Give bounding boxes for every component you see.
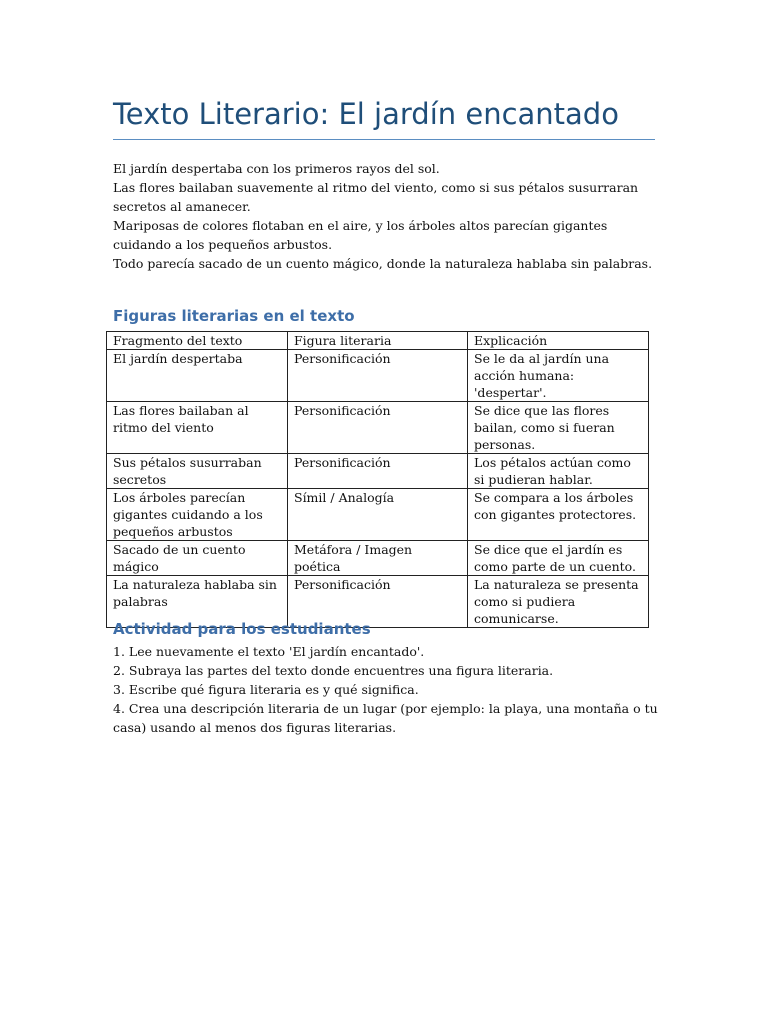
cell-fragmento: Sus pétalos susurraban secretos bbox=[107, 454, 288, 489]
cell-fragmento: Los árboles parecían gigantes cuidando a los pequeños arbustos bbox=[107, 489, 288, 541]
cell-explicacion: Los pétalos actúan como si pudieran hablar. bbox=[468, 454, 649, 489]
list-item: 4. Crea una descripción literaria de un lugar (por ejemplo: la playa, una montaña o tu casa) usando al menos dos figuras literarias. bbox=[113, 701, 658, 735]
column-header-explicacion: Explicación bbox=[468, 332, 649, 350]
actividad-heading: Actividad para los estudiantes bbox=[113, 620, 371, 638]
intro-paragraph: Las flores bailaban suavemente al ritmo del viento, como si sus pétalos susurraran secretos al amanecer. bbox=[113, 180, 639, 214]
intro-paragraph: Mariposas de colores flotaban en el aire, y los árboles altos parecían gigantes cuidando a los pequeños arbustos. bbox=[113, 218, 608, 252]
list-item: 3. Escribe qué figura literaria es y qué significa. bbox=[113, 682, 419, 697]
cell-explicacion: Se le da al jardín una acción humana: 'despertar'. bbox=[468, 350, 649, 402]
intro-paragraph: Todo parecía sacado de un cuento mágico, donde la naturaleza hablaba sin palabras. bbox=[113, 256, 653, 271]
cell-figura: Símil / Analogía bbox=[288, 489, 468, 541]
cell-explicacion: La naturaleza se presenta como si pudiera comunicarse. bbox=[468, 576, 649, 628]
cell-figura: Personificación bbox=[288, 350, 468, 402]
table-row bbox=[107, 454, 649, 489]
cell-figura: Personificación bbox=[288, 576, 468, 628]
cell-figura: Personificación bbox=[288, 454, 468, 489]
table-header-row bbox=[107, 332, 649, 350]
cell-fragmento: Sacado de un cuento mágico bbox=[107, 541, 288, 576]
column-header-fragmento: Fragmento del texto bbox=[107, 332, 288, 350]
cell-fragmento: El jardín despertaba bbox=[107, 350, 288, 402]
table-row bbox=[107, 350, 649, 402]
cell-explicacion: Se dice que el jardín es como parte de un cuento. bbox=[468, 541, 649, 576]
document-title: Texto Literario: El jardín encantado bbox=[113, 97, 619, 131]
title-underline bbox=[113, 139, 655, 140]
cell-figura: Metáfora / Imagen poética bbox=[288, 541, 468, 576]
table-row bbox=[107, 541, 649, 576]
figuras-heading: Figuras literarias en el texto bbox=[113, 307, 355, 325]
list-item: 2. Subraya las partes del texto donde encuentres una figura literaria. bbox=[113, 663, 554, 678]
cell-explicacion: Se compara a los árboles con gigantes protectores. bbox=[468, 489, 649, 541]
cell-explicacion: Se dice que las flores bailan, como si fueran personas. bbox=[468, 402, 649, 454]
cell-figura: Personificación bbox=[288, 402, 468, 454]
cell-fragmento: La naturaleza hablaba sin palabras bbox=[107, 576, 288, 628]
table-row bbox=[107, 489, 649, 541]
list-item: 1. Lee nuevamente el texto 'El jardín encantado'. bbox=[113, 644, 425, 659]
intro-paragraph: El jardín despertaba con los primeros rayos del sol. bbox=[113, 161, 440, 176]
intro-text bbox=[113, 159, 658, 273]
cell-fragmento: Las flores bailaban al ritmo del viento bbox=[107, 402, 288, 454]
actividad-list bbox=[113, 642, 658, 737]
column-header-figura: Figura literaria bbox=[288, 332, 468, 350]
table-row bbox=[107, 402, 649, 454]
figuras-table bbox=[106, 331, 649, 628]
